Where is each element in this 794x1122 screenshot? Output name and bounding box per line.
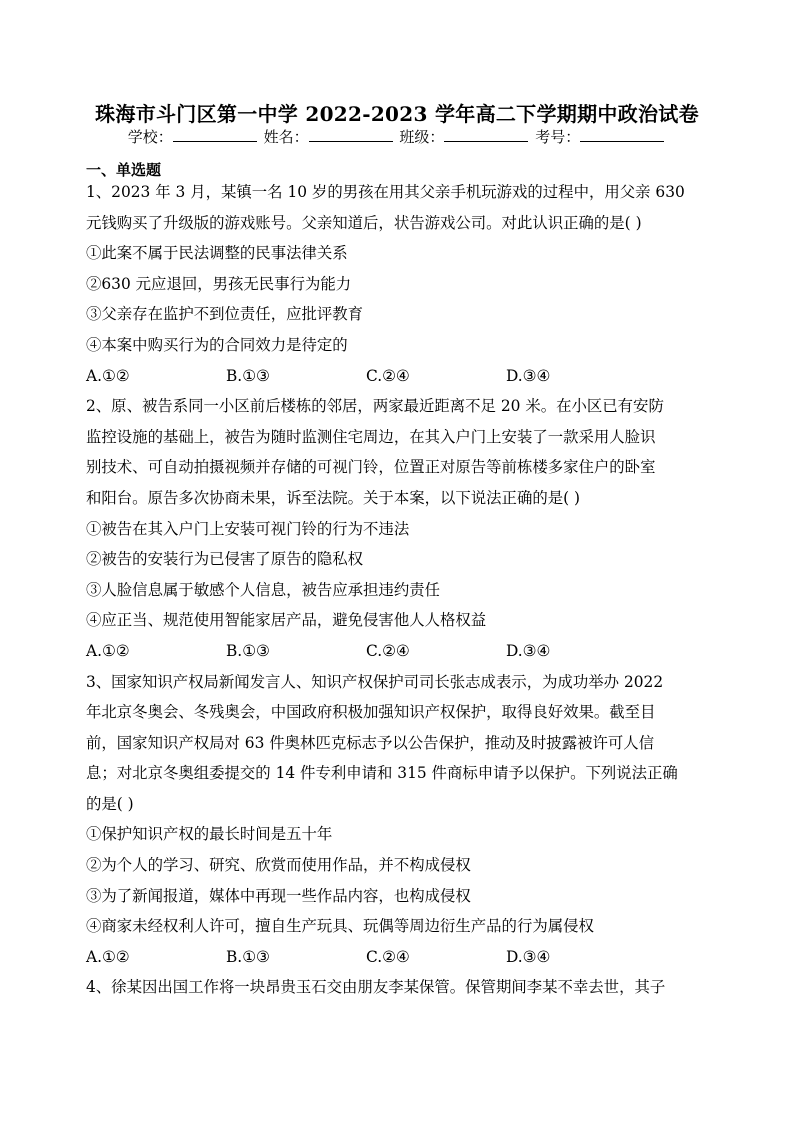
- class-field-label: 班级：: [399, 128, 445, 146]
- statement: ②被告的安装行为已侵害了原告的隐私权: [86, 550, 364, 569]
- option-d[interactable]: D.③④: [506, 947, 551, 966]
- option-a[interactable]: A.①②: [86, 947, 130, 966]
- answer-options: [86, 942, 708, 973]
- statement: ①保护知识产权的最长时间是五十年: [86, 825, 333, 844]
- question-stem-line: 监控设施的基础上，被告为随时监测住宅周边，在其入户门上安装了一款采用人脸识: [86, 427, 656, 446]
- statement: ③父亲存在监护不到位责任，应批评教育: [86, 305, 364, 324]
- question-stem-line: 2、原、被告系同一小区前后楼栋的邻居，两家最近距离不足 20 米。在小区已有安防: [86, 397, 664, 416]
- question-stem-line: 年北京冬奥会、冬残奥会，中国政府积极加强知识产权保护，取得良好效果。截至目: [86, 703, 656, 722]
- name-field-label: 姓名：: [263, 128, 309, 146]
- option-b[interactable]: B.①③: [226, 641, 270, 660]
- statement: ④本案中购买行为的合同效力是待定的: [86, 335, 348, 354]
- statement: ①被告在其入户门上安装可视门铃的行为不违法: [86, 519, 410, 538]
- option-c[interactable]: C.②④: [366, 366, 410, 385]
- option-a[interactable]: A.①②: [86, 366, 130, 385]
- question-3: [86, 667, 708, 973]
- student-info-row: [0, 126, 794, 147]
- question-stem-line: 别技术、可自动拍摄视频并存储的可视门铃，位置正对原告等前栋楼多家住户的卧室: [86, 458, 656, 477]
- option-b[interactable]: B.①③: [226, 366, 270, 385]
- question-stem-line: 元钱购买了升级版的游戏账号。父亲知道后，状告游戏公司。对此认识正确的是( ): [86, 213, 642, 232]
- school-blank[interactable]: [173, 127, 257, 142]
- statement: ①此案不属于民法调整的民事法律关系: [86, 244, 348, 263]
- school-field-label: 学校：: [127, 128, 173, 146]
- question-stem-line: 1、2023 年 3 月，某镇一名 10 岁的男孩在用其父亲手机玩游戏的过程中，用父亲 630: [86, 183, 685, 201]
- question-2: [86, 391, 708, 666]
- statement: ④应正当、规范使用智能家居产品，避免侵害他人人格权益: [86, 611, 487, 630]
- option-c[interactable]: C.②④: [366, 641, 410, 660]
- option-c[interactable]: C.②④: [366, 947, 410, 966]
- question-stem-line: 的是( ): [86, 794, 134, 813]
- question-stem-line: 和阳台。原告多次协商未果，诉至法院。关于本案，以下说法正确的是( ): [86, 488, 581, 507]
- exam-number-field-label: 考号：: [535, 128, 581, 146]
- question-4: [86, 972, 708, 1003]
- statement: ②630 元应退回，男孩无民事行为能力: [86, 274, 352, 293]
- option-a[interactable]: A.①②: [86, 641, 130, 660]
- option-d[interactable]: D.③④: [506, 366, 551, 385]
- question-stem-line: 息；对北京冬奥组委提交的 14 件专利申请和 315 件商标申请予以保护。下列说法正确: [86, 764, 678, 783]
- statement: ②为个人的学习、研究、欣赏而使用作品，并不构成侵权: [86, 856, 471, 875]
- question-stem-line: 4、徐某因出国工作将一块昂贵玉石交由朋友李某保管。保管期间李某不幸去世，其子: [86, 978, 666, 997]
- statement: ③人脸信息属于敏感个人信息，被告应承担违约责任: [86, 580, 440, 599]
- page-title: 珠海市斗门区第一中学 2022-2023 学年高二下学期期中政治试卷: [95, 102, 699, 126]
- question-list: [86, 177, 708, 1003]
- class-blank[interactable]: [444, 127, 528, 142]
- question-1: [86, 177, 708, 391]
- question-stem-line: 3、国家知识产权局新闻发言人、知识产权保护司司长张志成表示，为成功举办 2022: [86, 672, 664, 691]
- name-blank[interactable]: [309, 127, 393, 142]
- answer-options: [86, 361, 708, 392]
- statement: ③为了新闻报道，媒体中再现一些作品内容，也构成侵权: [86, 886, 471, 905]
- answer-options: [86, 636, 708, 667]
- statement: ④商家未经权利人许可，擅自生产玩具、玩偶等周边衍生产品的行为属侵权: [86, 917, 594, 936]
- section-heading: 一、单选题: [86, 161, 162, 179]
- option-d[interactable]: D.③④: [506, 641, 551, 660]
- question-stem-line: 前，国家知识产权局对 63 件奥林匹克标志予以公告保护，推动及时披露被许可人信: [86, 733, 655, 752]
- exam-number-blank[interactable]: [580, 127, 664, 142]
- option-b[interactable]: B.①③: [226, 947, 270, 966]
